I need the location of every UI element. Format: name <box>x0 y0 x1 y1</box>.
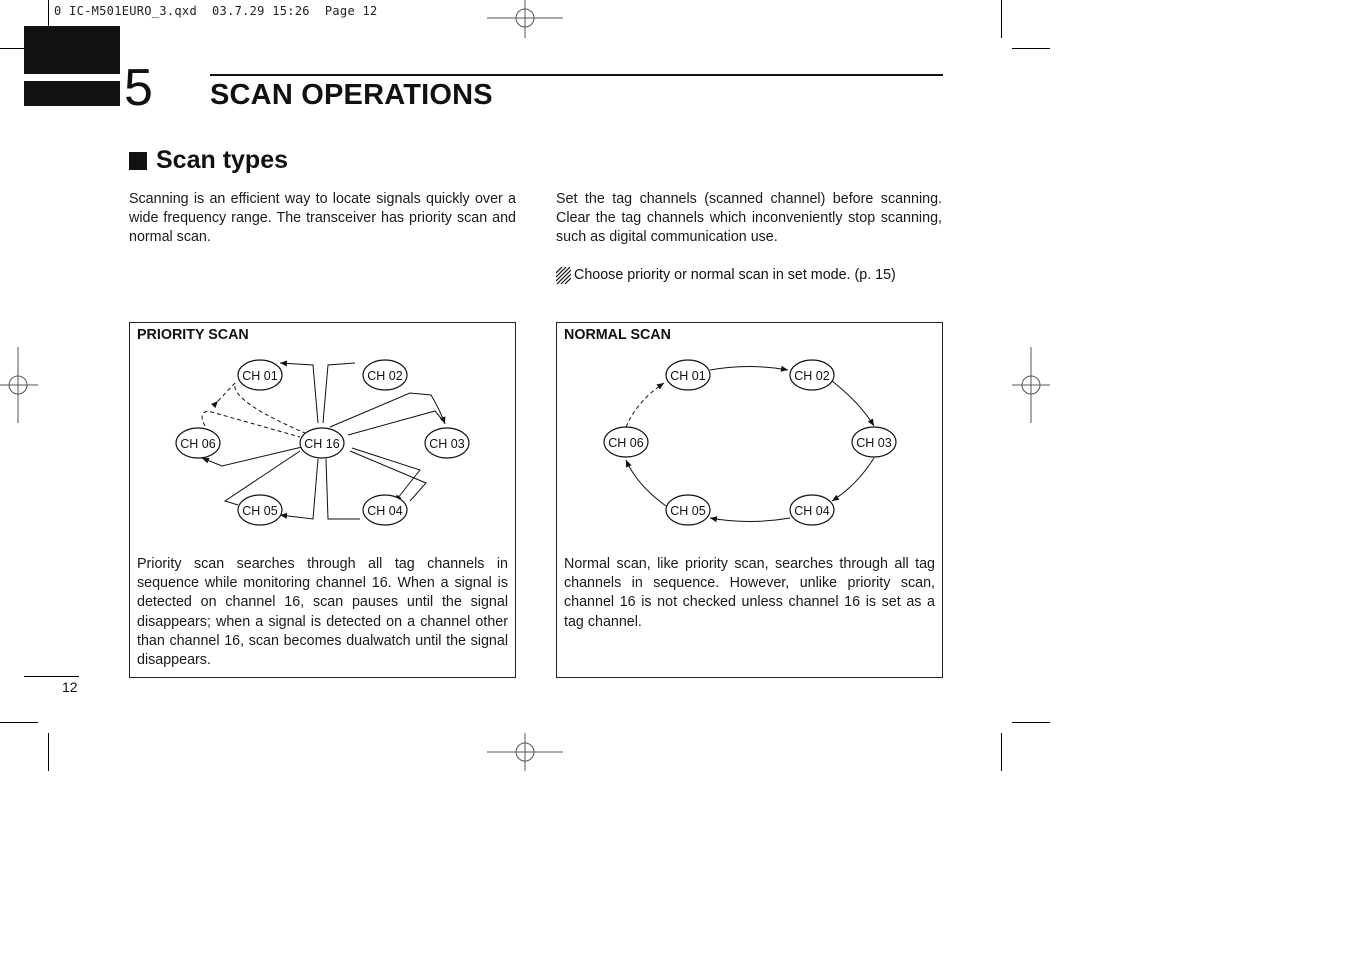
normal-node-ch01-label: CH 01 <box>670 369 706 383</box>
chapter-tab-upper <box>24 26 120 74</box>
note-text: Choose priority or normal scan in set mode. (p. 15) <box>574 267 896 283</box>
normal-node-ch03 <box>852 427 896 457</box>
note <box>556 266 896 285</box>
chapter-tab-lower <box>24 81 120 106</box>
normal-node-ch01 <box>666 360 710 390</box>
section-title: Scan types <box>156 146 289 174</box>
priority-node-ch04-label: CH 04 <box>367 504 403 518</box>
normal-node-ch05 <box>666 495 710 525</box>
normal-node-ch02-label: CH 02 <box>794 369 830 383</box>
priority-node-ch02-label: CH 02 <box>367 369 403 383</box>
intro-right: Set the tag channels (scanned channel) before scanning. Clear the tag channels which inconveniently stop scanning, such as digital communication use. <box>556 191 942 246</box>
normal-node-ch05-label: CH 05 <box>670 504 706 518</box>
normal-node-ch02 <box>790 360 834 390</box>
note-hatch-icon <box>556 267 571 285</box>
normal-node-ch04 <box>790 495 834 525</box>
chapter-title: SCAN OPERATIONS <box>210 79 493 111</box>
normal-node-ch06-label: CH 06 <box>608 436 644 450</box>
priority-scan-box <box>129 322 516 678</box>
normal-node-ch06 <box>604 427 648 457</box>
chapter-number: 5 <box>124 59 153 117</box>
print-slug: 0 IC-M501EURO_3.qxd 03.7.29 15:26 Page 12 <box>54 4 378 18</box>
normal-scan-description: Normal scan, like priority scan, searches through all tag channels in sequence. However, unlike priority scan, channel 16 is not checked unless channel 16 is set as a tag channel. <box>564 556 935 630</box>
priority-node-ch04 <box>363 495 407 525</box>
priority-node-ch05 <box>238 495 282 525</box>
priority-scan-description: Priority scan searches through all tag channels in sequence while monitoring channel 16. When a signal is detected on channel 16, scan pauses until the signal disappears; when a signal is detected on a channel other than channel 16, scan becomes dualwatch until the signal disappears. <box>137 556 508 669</box>
square-bullet-icon <box>129 152 147 170</box>
normal-scan-box <box>556 322 943 678</box>
normal-node-ch03-label: CH 03 <box>856 436 892 450</box>
section-heading <box>129 146 288 175</box>
priority-node-ch16 <box>300 428 344 458</box>
priority-node-ch03-label: CH 03 <box>429 437 465 451</box>
priority-node-ch06 <box>176 428 220 458</box>
priority-node-ch06-label: CH 06 <box>180 437 216 451</box>
priority-node-ch03 <box>425 428 469 458</box>
priority-node-ch01-label: CH 01 <box>242 369 278 383</box>
page-number: 12 <box>62 679 78 695</box>
page-number-rule <box>24 676 79 677</box>
priority-node-ch05-label: CH 05 <box>242 504 278 518</box>
normal-node-ch04-label: CH 04 <box>794 504 830 518</box>
priority-node-ch01 <box>238 360 282 390</box>
priority-scan-title: PRIORITY SCAN <box>137 327 249 343</box>
priority-node-ch02 <box>363 360 407 390</box>
chapter-rule <box>210 74 943 76</box>
priority-scan-diagram <box>130 323 515 533</box>
normal-scan-diagram <box>557 323 942 533</box>
priority-node-ch16-label: CH 16 <box>304 437 340 451</box>
intro-left: Scanning is an efficient way to locate signals quickly over a wide frequency range. The transceiver has priority scan and normal scan. <box>129 191 516 246</box>
normal-scan-title: NORMAL SCAN <box>564 327 671 343</box>
